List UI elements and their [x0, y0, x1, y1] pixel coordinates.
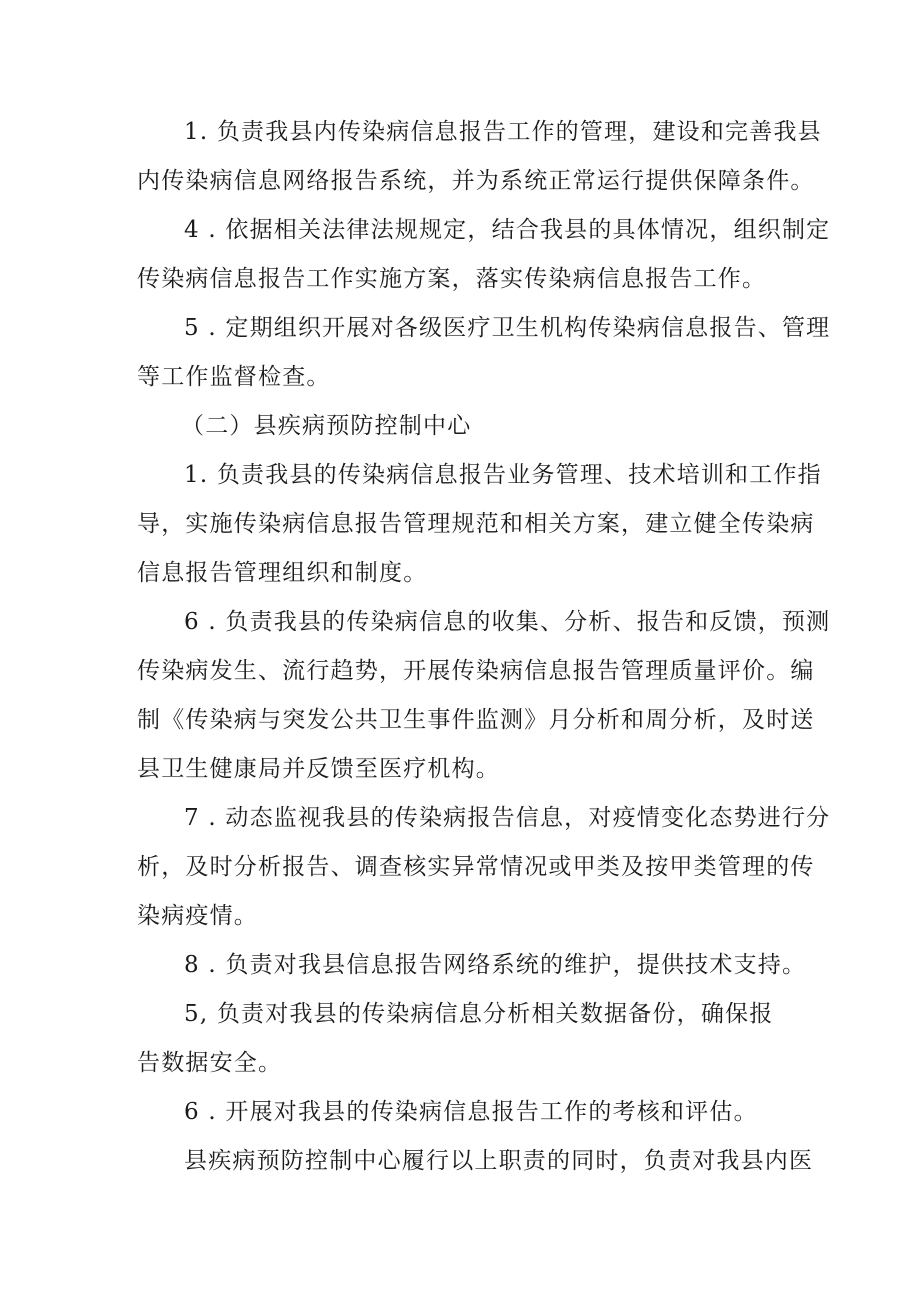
paragraph-line: 县卫生健康局并反馈至医疗机构。	[137, 756, 500, 782]
paragraph-line: 6 . 开展对我县的传染病信息报告工作的考核和评估。	[184, 1099, 758, 1125]
paragraph-line: 等工作监督检查。	[137, 364, 331, 390]
paragraph-line: 6 . 负责我县的传染病信息的收集、分析、报告和反馈，预测	[184, 609, 831, 635]
paragraph-line: 5 . 定期组织开展对各级医疗卫生机构传染病信息报告、管理	[184, 315, 831, 341]
paragraph-line: 信息报告管理组织和制度。	[137, 560, 428, 586]
paragraph-line: 传染病发生、流行趋势，开展传染病信息报告管理质量评价。编	[137, 658, 815, 684]
paragraph-line: 7 . 动态监视我县的传染病报告信息，对疫情变化态势进行分	[184, 805, 831, 831]
paragraph-line: 县疾病预防控制中心履行以上职责的同时，负责对我县内医	[184, 1148, 814, 1174]
paragraph-line: 1. 负责我县内传染病信息报告工作的管理，建设和完善我县	[184, 119, 822, 145]
paragraph-line: 5, 负责对我县的传染病信息分析相关数据备份，确保报	[184, 1001, 774, 1027]
paragraph-line: 4 . 依据相关法律法规规定，结合我县的具体情况，组织制定	[184, 217, 831, 243]
paragraph-line: 析，及时分析报告、调查核实异常情况或甲类及按甲类管理的传	[137, 854, 815, 880]
section-heading: （二）县疾病预防控制中心	[181, 413, 472, 439]
paragraph-line: 1. 负责我县的传染病信息报告业务管理、技术培训和工作指	[184, 462, 822, 488]
paragraph-line: 告数据安全。	[137, 1050, 283, 1076]
paragraph-line: 导，实施传染病信息报告管理规范和相关方案，建立健全传染病	[137, 511, 815, 537]
paragraph-line: 染病疫情。	[137, 903, 258, 929]
paragraph-line: 内传染病信息网络报告系统，并为系统正常运行提供保障条件。	[137, 168, 815, 194]
paragraph-line: 传染病信息报告工作实施方案，落实传染病信息报告工作。	[137, 266, 767, 292]
paragraph-line: 8 . 负责对我县信息报告网络系统的维护，提供技术支持。	[184, 952, 807, 978]
paragraph-line: 制《传染病与突发公共卫生事件监测》月分析和周分析，及时送	[137, 707, 815, 733]
